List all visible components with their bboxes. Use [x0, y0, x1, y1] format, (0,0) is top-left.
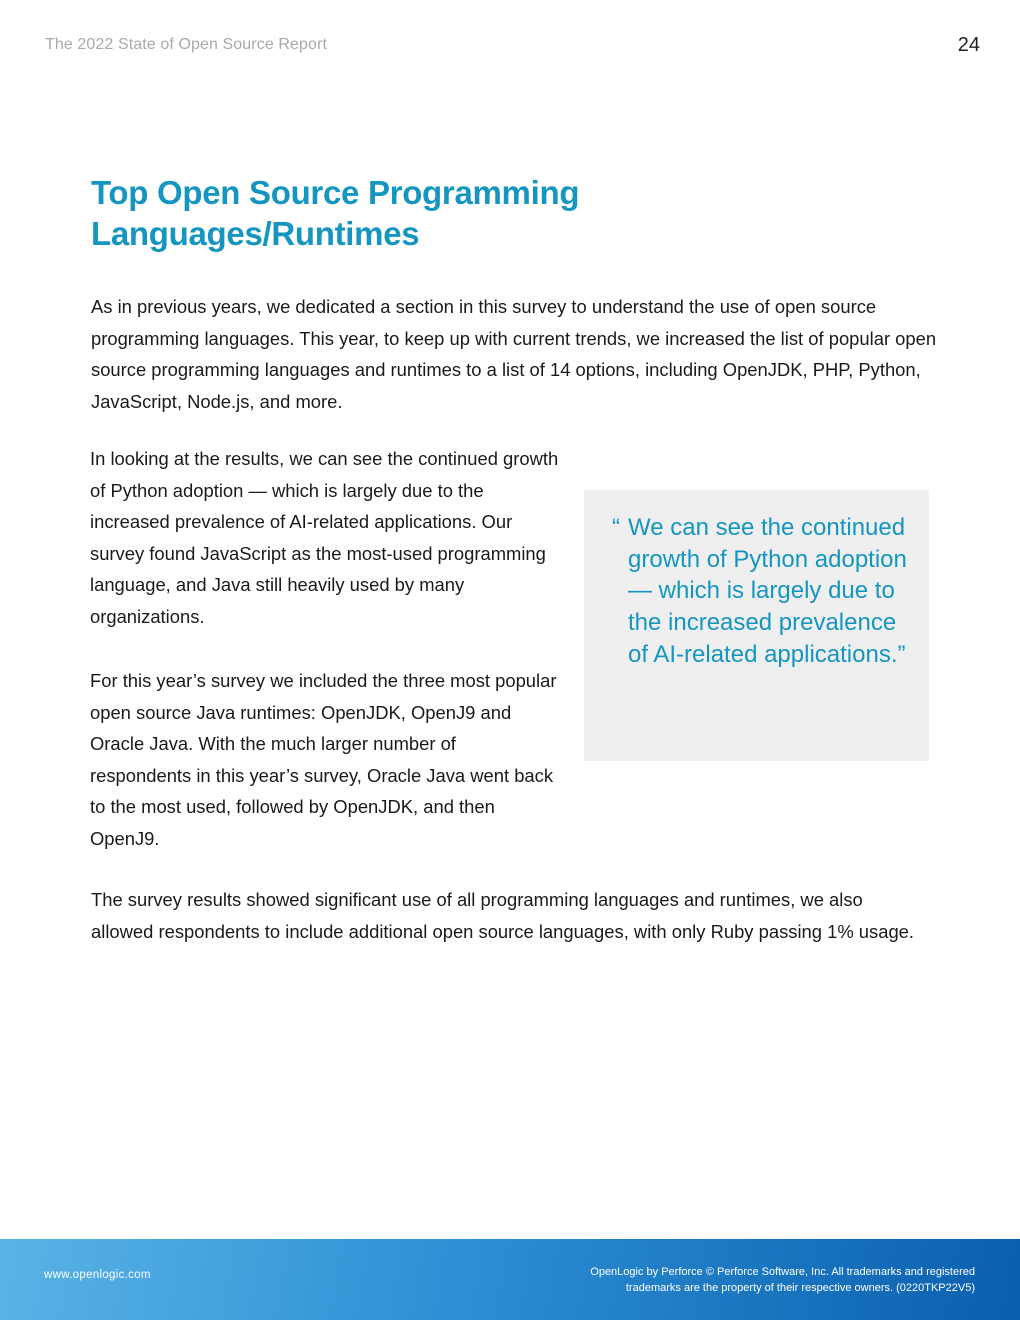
page-number: 24	[957, 34, 980, 56]
footer-legal-line2: trademarks are the property of their respective owners. (0220TKP22V5)	[625, 1281, 975, 1294]
section-title-line1: Top Open Source Programming	[91, 174, 580, 211]
section-title	[91, 172, 711, 254]
java-runtimes-paragraph: For this year’s survey we included the three most popular open source Java runtimes: OpenJDK, OpenJ9 and Oracle Java. With the much larger number of respondents in this year’s survey, Oracle Java went back to the most used, followed by OpenJDK, and then OpenJ9.	[90, 670, 557, 849]
python-paragraph: In looking at the results, we can see the continued growth of Python adoption — which is largely due to the increased prevalence of AI-related applications. Our survey found JavaScript as the most-used programming language, and Java still heavily used by many organizations.	[90, 448, 559, 627]
quote-open-mark: “	[612, 514, 620, 541]
footer-url-link[interactable]: www.openlogic.com	[44, 1269, 151, 1281]
summary-paragraph: The survey results showed significant use of all programming languages and runtimes, we also allowed respondents to include additional open source languages, with only Ruby passing 1% usage.	[91, 889, 915, 942]
pull-quote-text: We can see the continued growth of Python adoption — which is largely due to the increased prevalence of AI-related applications.”	[628, 514, 907, 668]
footer-legal-notice	[535, 1265, 975, 1296]
intro-paragraph: As in previous years, we dedicated a section in this survey to understand the use of open source programming languages. This year, to keep up with current trends, we increased the list of popular open source programming languages and runtimes to a list of 14 options, including OpenJDK, PHP, Python, JavaScript, Node.js, and more.	[91, 296, 937, 412]
footer-legal-line1: OpenLogic by Perforce © Perforce Software, Inc. All trademarks and registered	[590, 1266, 975, 1278]
section-title-line2: Languages/Runtimes	[91, 215, 420, 252]
running-head: The 2022 State of Open Source Report	[45, 36, 327, 53]
footer-band	[0, 1239, 1020, 1320]
